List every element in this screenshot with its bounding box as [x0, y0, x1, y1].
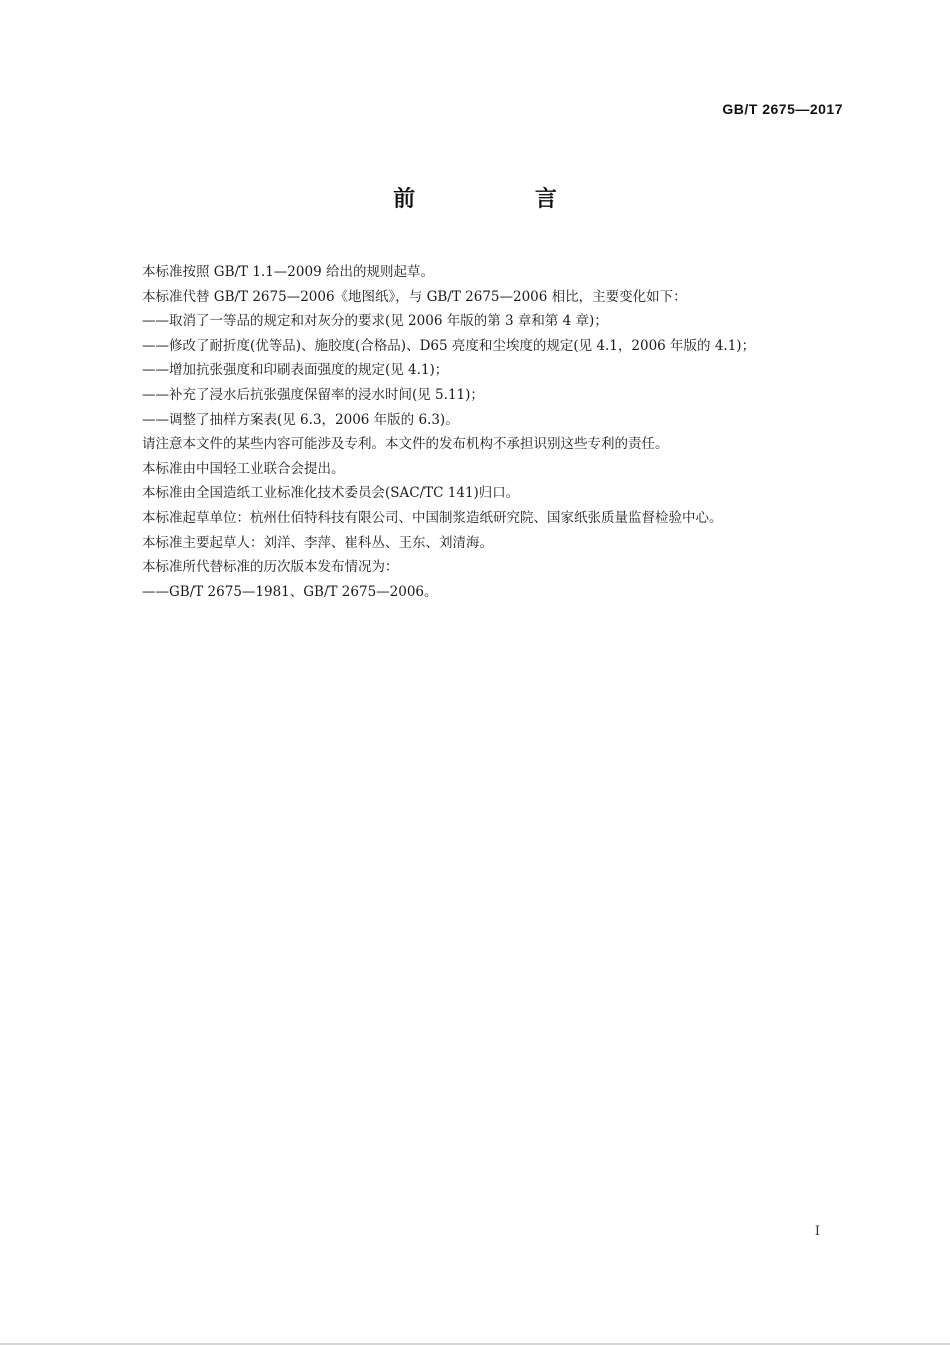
preface-body [142, 260, 842, 604]
paragraph: 请注意本文件的某些内容可能涉及专利。本文件的发布机构不承担识别这些专利的责任。 [142, 436, 669, 453]
paragraph: 本标准主要起草人：刘洋、李萍、崔科丛、王东、刘清海。 [142, 534, 493, 551]
list-item: ——补充了浸水后抗张强度保留率的浸水时间(见 5.11)； [142, 386, 484, 403]
standard-number: GB/T 2675—2017 [722, 101, 843, 117]
page-title: 前 言 [393, 187, 613, 212]
paragraph: 本标准由全国造纸工业标准化技术委员会(SAC/TC 141)归口。 [142, 485, 520, 502]
paragraph: 本标准由中国轻工业联合会提出。 [142, 460, 345, 477]
list-item: ——修改了耐折度(优等品)、施胶度(合格品)、D65 亮度和尘埃度的规定(见 4.1，2006 年版的 4.1)； [142, 337, 756, 354]
list-item: ——GB/T 2675—1981、GB/T 2675—2006。 [142, 583, 438, 600]
page-number: I [814, 1224, 820, 1239]
paragraph: 本标准按照 GB/T 1.1—2009 给出的规则起草。 [142, 264, 434, 280]
list-item: ——调整了抽样方案表(见 6.3，2006 年版的 6.3)。 [142, 411, 459, 428]
paragraph: 本标准起草单位：杭州仕佰特科技有限公司、中国制浆造纸研究院、国家纸张质量监督检验中心。 [142, 509, 723, 526]
list-item: ——取消了一等品的规定和对灰分的要求(见 2006 年版的第 3 章和第 4 章)； [142, 313, 608, 330]
list-item: ——增加抗张强度和印刷表面强度的规定(见 4.1)； [142, 362, 449, 379]
paragraph: 本标准所代替标准的历次版本发布情况为： [142, 559, 399, 576]
paragraph: 本标准代替 GB/T 2675—2006《地图纸》，与 GB/T 2675—2006 相比，主要变化如下： [142, 288, 687, 305]
